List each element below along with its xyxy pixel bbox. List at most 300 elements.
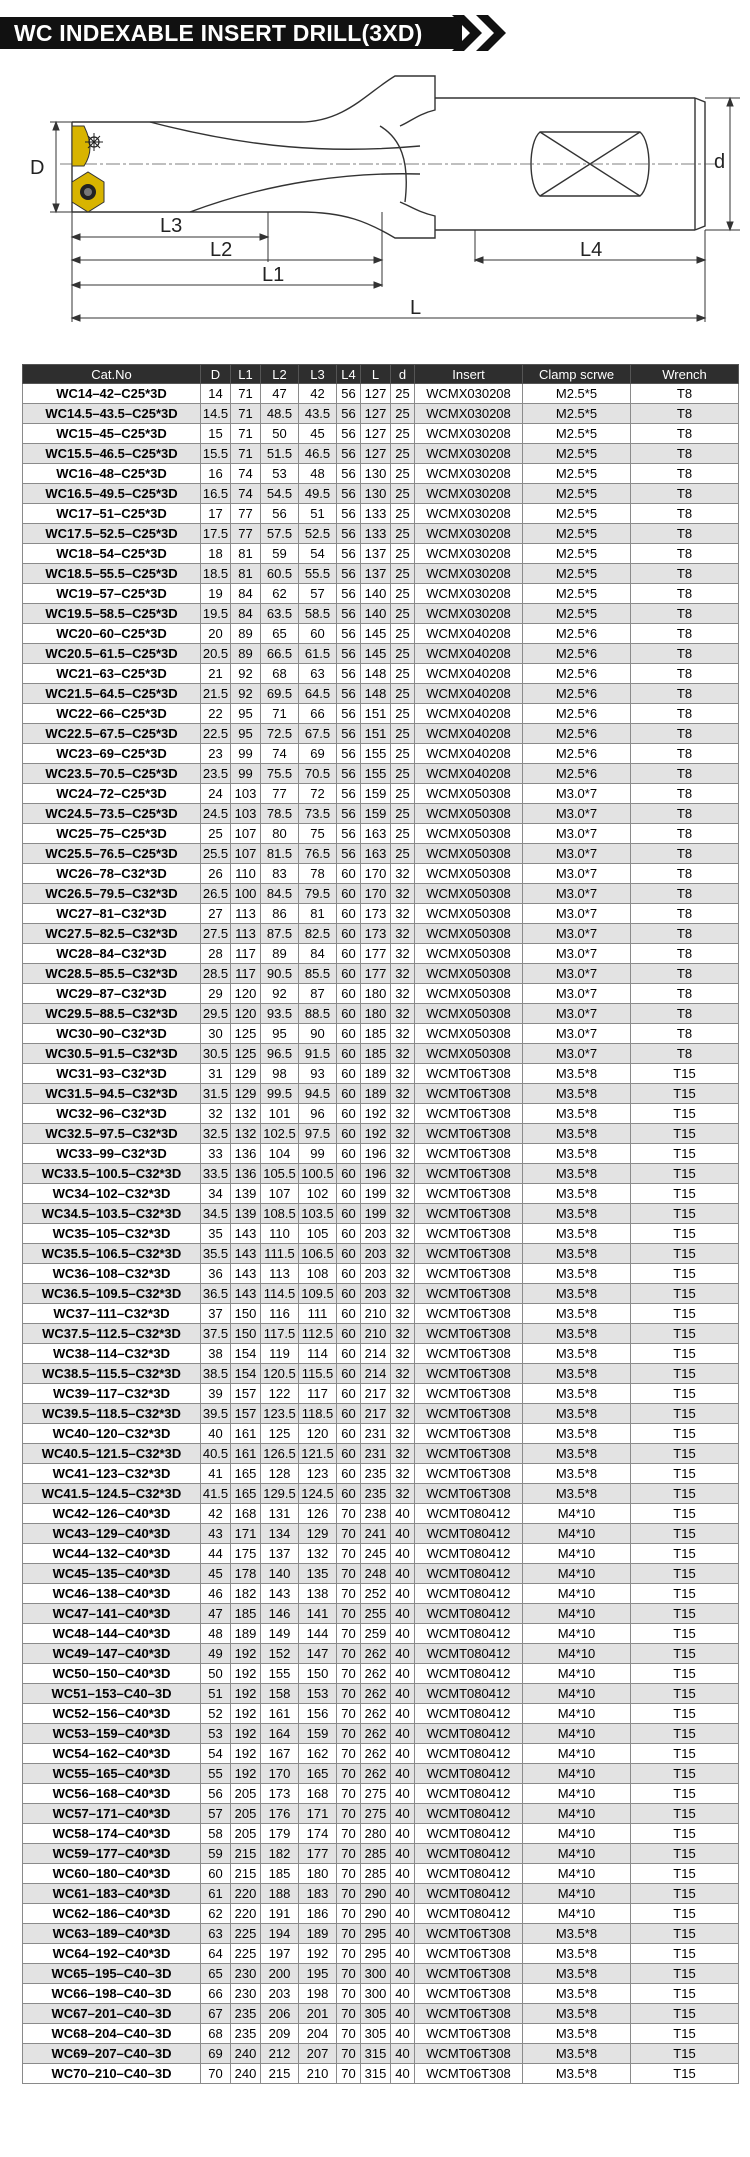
- table-row: [23, 544, 739, 564]
- cell-shank-d: 40: [391, 2044, 415, 2064]
- cell-d-diameter: 30: [201, 1024, 231, 1044]
- cell-l1: 71: [231, 384, 261, 404]
- cell-cat-no: WC15–45–C25*3D: [23, 424, 201, 444]
- cell-l-length: 199: [361, 1204, 391, 1224]
- cell-insert: WCMX040208: [415, 624, 523, 644]
- cell-clamp-screw: M2.5*5: [523, 484, 631, 504]
- cell-l2: 176: [261, 1804, 299, 1824]
- cell-shank-d: 40: [391, 2024, 415, 2044]
- cell-l2: 200: [261, 1964, 299, 1984]
- cell-clamp-screw: M3.5*8: [523, 1324, 631, 1344]
- cell-wrench: T8: [631, 784, 739, 804]
- cell-wrench: T15: [631, 1484, 739, 1504]
- cell-l1: 95: [231, 704, 261, 724]
- cell-clamp-screw: M2.5*5: [523, 524, 631, 544]
- cell-cat-no: WC27–81–C32*3D: [23, 904, 201, 924]
- cell-insert: WCMT080412: [415, 1564, 523, 1584]
- cell-wrench: T15: [631, 1084, 739, 1104]
- cell-l4: 60: [337, 1424, 361, 1444]
- cell-wrench: T15: [631, 1704, 739, 1724]
- cell-l1: 143: [231, 1244, 261, 1264]
- cell-shank-d: 25: [391, 424, 415, 444]
- label-L1: L1: [262, 264, 285, 286]
- cell-l-length: 262: [361, 1744, 391, 1764]
- cell-cat-no: WC34.5–103.5–C32*3D: [23, 1204, 201, 1224]
- cell-cat-no: WC40.5–121.5–C32*3D: [23, 1444, 201, 1464]
- cell-wrench: T15: [631, 1744, 739, 1764]
- cell-l2: 212: [261, 2044, 299, 2064]
- cell-d-diameter: 64: [201, 1944, 231, 1964]
- cell-d-diameter: 34.5: [201, 1204, 231, 1224]
- cell-wrench: T15: [631, 1184, 739, 1204]
- cell-l4: 56: [337, 824, 361, 844]
- label-D: D: [30, 157, 45, 179]
- cell-clamp-screw: M4*10: [523, 1804, 631, 1824]
- cell-l-length: 259: [361, 1624, 391, 1644]
- cell-l1: 117: [231, 944, 261, 964]
- cell-d-diameter: 58: [201, 1824, 231, 1844]
- cell-l2: 170: [261, 1764, 299, 1784]
- cell-wrench: T8: [631, 604, 739, 624]
- table-row: [23, 904, 739, 924]
- cell-l2: 125: [261, 1424, 299, 1444]
- cell-l-length: 140: [361, 604, 391, 624]
- cell-d-diameter: 25.5: [201, 844, 231, 864]
- cell-l-length: 290: [361, 1884, 391, 1904]
- cell-l-length: 241: [361, 1524, 391, 1544]
- cell-cat-no: WC39–117–C32*3D: [23, 1384, 201, 1404]
- cell-l-length: 170: [361, 884, 391, 904]
- cell-cat-no: WC60–180–C40*3D: [23, 1864, 201, 1884]
- cell-l2: 95: [261, 1024, 299, 1044]
- cell-d-diameter: 41.5: [201, 1484, 231, 1504]
- cell-insert: WCMT06T308: [415, 1404, 523, 1424]
- cell-l2: 84.5: [261, 884, 299, 904]
- cell-l4: 60: [337, 1124, 361, 1144]
- cell-l4: 56: [337, 584, 361, 604]
- cell-insert: WCMX040208: [415, 744, 523, 764]
- cell-l2: 152: [261, 1644, 299, 1664]
- cell-d-diameter: 16: [201, 464, 231, 484]
- cell-l4: 70: [337, 1564, 361, 1584]
- cell-clamp-screw: M3.0*7: [523, 824, 631, 844]
- cell-l-length: 203: [361, 1264, 391, 1284]
- cell-clamp-screw: M4*10: [523, 1864, 631, 1884]
- table-row: [23, 1184, 739, 1204]
- cell-shank-d: 25: [391, 564, 415, 584]
- table-row: [23, 1864, 739, 1884]
- cell-l4: 60: [337, 904, 361, 924]
- cell-l3: 186: [299, 1904, 337, 1924]
- cell-shank-d: 32: [391, 1344, 415, 1364]
- cell-l-length: 151: [361, 704, 391, 724]
- cell-d-diameter: 46: [201, 1584, 231, 1604]
- cell-l2: 80: [261, 824, 299, 844]
- cell-insert: WCMX040208: [415, 764, 523, 784]
- cell-l-length: 163: [361, 844, 391, 864]
- cell-cat-no: WC49–147–C40*3D: [23, 1644, 201, 1664]
- cell-insert: WCMX030208: [415, 404, 523, 424]
- cell-wrench: T8: [631, 684, 739, 704]
- cell-l2: 108.5: [261, 1204, 299, 1224]
- cell-wrench: T8: [631, 664, 739, 684]
- cell-d-diameter: 15: [201, 424, 231, 444]
- cell-l4: 60: [337, 924, 361, 944]
- cell-l1: 139: [231, 1184, 261, 1204]
- cell-l2: 59: [261, 544, 299, 564]
- cell-cat-no: WC19–57–C25*3D: [23, 584, 201, 604]
- cell-clamp-screw: M3.5*8: [523, 1404, 631, 1424]
- cell-cat-no: WC33–99–C32*3D: [23, 1144, 201, 1164]
- cell-wrench: T15: [631, 1564, 739, 1584]
- cell-l-length: 235: [361, 1464, 391, 1484]
- cell-cat-no: WC47–141–C40*3D: [23, 1604, 201, 1624]
- cell-insert: WCMT080412: [415, 1864, 523, 1884]
- cell-l1: 192: [231, 1684, 261, 1704]
- cell-l3: 189: [299, 1924, 337, 1944]
- cell-l3: 52.5: [299, 524, 337, 544]
- cell-l3: 162: [299, 1744, 337, 1764]
- cell-l4: 60: [337, 1164, 361, 1184]
- cell-l4: 60: [337, 1264, 361, 1284]
- table-row: [23, 644, 739, 664]
- cell-clamp-screw: M3.5*8: [523, 1424, 631, 1444]
- cell-l1: 103: [231, 804, 261, 824]
- cell-cat-no: WC39.5–118.5–C32*3D: [23, 1404, 201, 1424]
- cell-clamp-screw: M2.5*5: [523, 384, 631, 404]
- cell-clamp-screw: M4*10: [523, 1724, 631, 1744]
- table-row: [23, 564, 739, 584]
- cell-l3: 100.5: [299, 1164, 337, 1184]
- cell-l1: 192: [231, 1664, 261, 1684]
- cell-l-length: 199: [361, 1184, 391, 1204]
- cell-shank-d: 40: [391, 1624, 415, 1644]
- cell-l4: 56: [337, 524, 361, 544]
- cell-l4: 60: [337, 864, 361, 884]
- cell-l4: 56: [337, 664, 361, 684]
- cell-clamp-screw: M3.0*7: [523, 964, 631, 984]
- cell-insert: WCMT080412: [415, 1524, 523, 1544]
- cell-l2: 69.5: [261, 684, 299, 704]
- cell-clamp-screw: M3.0*7: [523, 944, 631, 964]
- cell-cat-no: WC37.5–112.5–C32*3D: [23, 1324, 201, 1344]
- cell-l1: 192: [231, 1764, 261, 1784]
- cell-l2: 72.5: [261, 724, 299, 744]
- cell-l3: 70.5: [299, 764, 337, 784]
- cell-insert: WCMX030208: [415, 464, 523, 484]
- cell-l-length: 248: [361, 1564, 391, 1584]
- cell-wrench: T8: [631, 964, 739, 984]
- table-row: [23, 1724, 739, 1744]
- cell-shank-d: 32: [391, 1324, 415, 1344]
- cell-l4: 60: [337, 1404, 361, 1424]
- cell-l2: 146: [261, 1604, 299, 1624]
- cell-wrench: T8: [631, 744, 739, 764]
- table-row: [23, 1884, 739, 1904]
- cell-shank-d: 32: [391, 1464, 415, 1484]
- cell-l-length: 127: [361, 404, 391, 424]
- cell-wrench: T8: [631, 1024, 739, 1044]
- table-row: [23, 404, 739, 424]
- cell-clamp-screw: M3.5*8: [523, 1384, 631, 1404]
- cell-clamp-screw: M3.5*8: [523, 1164, 631, 1184]
- cell-insert: WCMX050308: [415, 984, 523, 1004]
- table-row: [23, 1024, 739, 1044]
- cell-shank-d: 40: [391, 1584, 415, 1604]
- cell-cat-no: WC40–120–C32*3D: [23, 1424, 201, 1444]
- cell-l3: 192: [299, 1944, 337, 1964]
- cell-wrench: T8: [631, 504, 739, 524]
- cell-shank-d: 25: [391, 444, 415, 464]
- cell-shank-d: 40: [391, 1744, 415, 1764]
- cell-l3: 174: [299, 1824, 337, 1844]
- table-row: [23, 1064, 739, 1084]
- cell-l2: 53: [261, 464, 299, 484]
- cell-shank-d: 40: [391, 1504, 415, 1524]
- cell-shank-d: 40: [391, 1784, 415, 1804]
- table-row: [23, 944, 739, 964]
- cell-clamp-screw: M4*10: [523, 1764, 631, 1784]
- cell-l2: 122: [261, 1384, 299, 1404]
- label-d: d: [714, 151, 726, 173]
- cell-l2: 47: [261, 384, 299, 404]
- cell-d-diameter: 27.5: [201, 924, 231, 944]
- table-row: [23, 784, 739, 804]
- cell-wrench: T15: [631, 2004, 739, 2024]
- cell-cat-no: WC45–135–C40*3D: [23, 1564, 201, 1584]
- table-row: [23, 1764, 739, 1784]
- cell-cat-no: WC34–102–C32*3D: [23, 1184, 201, 1204]
- cell-insert: WCMT06T308: [415, 2064, 523, 2084]
- cell-l2: 51.5: [261, 444, 299, 464]
- table-row: [23, 1604, 739, 1624]
- cell-wrench: T8: [631, 944, 739, 964]
- cell-insert: WCMT06T308: [415, 1424, 523, 1444]
- table-row: [23, 884, 739, 904]
- title-banner: [0, 0, 750, 60]
- cell-shank-d: 40: [391, 1724, 415, 1744]
- cell-l-length: 262: [361, 1704, 391, 1724]
- cell-insert: WCMX050308: [415, 864, 523, 884]
- cell-d-diameter: 21: [201, 664, 231, 684]
- cell-l2: 123.5: [261, 1404, 299, 1424]
- cell-wrench: T15: [631, 1404, 739, 1424]
- cell-l2: 149: [261, 1624, 299, 1644]
- cell-d-diameter: 33: [201, 1144, 231, 1164]
- cell-cat-no: WC33.5–100.5–C32*3D: [23, 1164, 201, 1184]
- cell-d-diameter: 43: [201, 1524, 231, 1544]
- cell-l1: 205: [231, 1804, 261, 1824]
- cell-shank-d: 40: [391, 1904, 415, 1924]
- cell-l-length: 203: [361, 1284, 391, 1304]
- cell-cat-no: WC56–168–C40*3D: [23, 1784, 201, 1804]
- cell-shank-d: 40: [391, 1864, 415, 1884]
- cell-insert: WCMT06T308: [415, 2004, 523, 2024]
- cell-d-diameter: 21.5: [201, 684, 231, 704]
- cell-clamp-screw: M3.0*7: [523, 844, 631, 864]
- cell-clamp-screw: M2.5*6: [523, 624, 631, 644]
- cell-l1: 225: [231, 1924, 261, 1944]
- cell-l2: 93.5: [261, 1004, 299, 1024]
- cell-insert: WCMX050308: [415, 784, 523, 804]
- cell-l2: 98: [261, 1064, 299, 1084]
- dim-D: [50, 122, 72, 212]
- cell-cat-no: WC59–177–C40*3D: [23, 1844, 201, 1864]
- cell-l2: 128: [261, 1464, 299, 1484]
- cell-l1: 107: [231, 844, 261, 864]
- cell-l3: 121.5: [299, 1444, 337, 1464]
- cell-cat-no: WC14–42–C25*3D: [23, 384, 201, 404]
- cell-shank-d: 32: [391, 984, 415, 1004]
- cell-cat-no: WC31–93–C32*3D: [23, 1064, 201, 1084]
- cell-cat-no: WC30.5–91.5–C32*3D: [23, 1044, 201, 1064]
- cell-wrench: T15: [631, 1824, 739, 1844]
- cell-insert: WCMX030208: [415, 424, 523, 444]
- cell-l3: 180: [299, 1864, 337, 1884]
- cell-l4: 60: [337, 1444, 361, 1464]
- table-row: [23, 1944, 739, 1964]
- cell-l3: 183: [299, 1884, 337, 1904]
- table-row: [23, 924, 739, 944]
- cell-cat-no: WC24–72–C25*3D: [23, 784, 201, 804]
- table-row: [23, 804, 739, 824]
- cell-cat-no: WC41.5–124.5–C32*3D: [23, 1484, 201, 1504]
- cell-cat-no: WC44–132–C40*3D: [23, 1544, 201, 1564]
- cell-l1: 89: [231, 644, 261, 664]
- cell-wrench: T15: [631, 1664, 739, 1684]
- dim-L1: [72, 282, 382, 288]
- cell-d-diameter: 31: [201, 1064, 231, 1084]
- cell-d-diameter: 57: [201, 1804, 231, 1824]
- table-row: [23, 1804, 739, 1824]
- cell-shank-d: 32: [391, 1204, 415, 1224]
- cell-wrench: T15: [631, 1364, 739, 1384]
- cell-cat-no: WC20.5–61.5–C25*3D: [23, 644, 201, 664]
- cell-shank-d: 25: [391, 724, 415, 744]
- cell-d-diameter: 27: [201, 904, 231, 924]
- cell-l3: 159: [299, 1724, 337, 1744]
- cell-cat-no: WC29.5–88.5–C32*3D: [23, 1004, 201, 1024]
- cell-clamp-screw: M4*10: [523, 1784, 631, 1804]
- cell-l1: 77: [231, 504, 261, 524]
- cell-d-diameter: 42: [201, 1504, 231, 1524]
- cell-l4: 60: [337, 944, 361, 964]
- cell-l2: 143: [261, 1584, 299, 1604]
- table-row: [23, 1044, 739, 1064]
- cell-l-length: 196: [361, 1144, 391, 1164]
- cell-insert: WCMX050308: [415, 1044, 523, 1064]
- cell-wrench: T15: [631, 1764, 739, 1784]
- cell-l4: 70: [337, 1784, 361, 1804]
- cell-shank-d: 32: [391, 1484, 415, 1504]
- cell-insert: WCMT06T308: [415, 1284, 523, 1304]
- cell-clamp-screw: M3.5*8: [523, 1444, 631, 1464]
- cell-clamp-screw: M4*10: [523, 1584, 631, 1604]
- cell-l-length: 231: [361, 1424, 391, 1444]
- table-row: [23, 1264, 739, 1284]
- cell-l3: 168: [299, 1784, 337, 1804]
- cell-l2: 99.5: [261, 1084, 299, 1104]
- cell-insert: WCMT06T308: [415, 1364, 523, 1384]
- cell-l3: 58.5: [299, 604, 337, 624]
- cell-wrench: T15: [631, 1444, 739, 1464]
- cell-wrench: T15: [631, 1584, 739, 1604]
- cell-l-length: 280: [361, 1824, 391, 1844]
- cell-wrench: T8: [631, 1004, 739, 1024]
- table-row: [23, 1504, 739, 1524]
- cell-l1: 129: [231, 1084, 261, 1104]
- cell-d-diameter: 18: [201, 544, 231, 564]
- cell-shank-d: 40: [391, 1824, 415, 1844]
- cell-cat-no: WC70–210–C40–3D: [23, 2064, 201, 2084]
- cell-l4: 56: [337, 684, 361, 704]
- cell-clamp-screw: M3.0*7: [523, 1004, 631, 1024]
- cell-l1: 81: [231, 564, 261, 584]
- table-header-row: [23, 365, 739, 384]
- cell-l3: 195: [299, 1964, 337, 1984]
- cell-wrench: T15: [631, 1164, 739, 1184]
- cell-d-diameter: 61: [201, 1884, 231, 1904]
- cell-wrench: T15: [631, 1124, 739, 1144]
- cell-d-diameter: 22.5: [201, 724, 231, 744]
- cell-l2: 77: [261, 784, 299, 804]
- cell-l1: 175: [231, 1544, 261, 1564]
- cell-cat-no: WC53–159–C40*3D: [23, 1724, 201, 1744]
- insert-bottom: [72, 172, 104, 212]
- cell-insert: WCMT06T308: [415, 1084, 523, 1104]
- cell-l4: 56: [337, 784, 361, 804]
- cell-l1: 125: [231, 1044, 261, 1064]
- table-row: [23, 1004, 739, 1024]
- cell-clamp-screw: M2.5*5: [523, 444, 631, 464]
- table-row: [23, 984, 739, 1004]
- cell-l1: 99: [231, 744, 261, 764]
- cell-l-length: 305: [361, 2024, 391, 2044]
- table-row: [23, 1164, 739, 1184]
- cell-insert: WCMT080412: [415, 1544, 523, 1564]
- cell-d-diameter: 30.5: [201, 1044, 231, 1064]
- table-row: [23, 1364, 739, 1384]
- cell-l3: 45: [299, 424, 337, 444]
- cell-d-diameter: 34: [201, 1184, 231, 1204]
- cell-l-length: 192: [361, 1124, 391, 1144]
- table-row: [23, 464, 739, 484]
- cell-shank-d: 25: [391, 584, 415, 604]
- cell-l1: 157: [231, 1384, 261, 1404]
- cell-wrench: T15: [631, 1944, 739, 1964]
- cell-wrench: T15: [631, 1504, 739, 1524]
- cell-d-diameter: 45: [201, 1564, 231, 1584]
- cell-wrench: T15: [631, 1304, 739, 1324]
- cell-l4: 60: [337, 1144, 361, 1164]
- cell-l2: 173: [261, 1784, 299, 1804]
- table-row: [23, 624, 739, 644]
- cell-clamp-screw: M3.5*8: [523, 1944, 631, 1964]
- cell-l-length: 130: [361, 484, 391, 504]
- cell-insert: WCMT080412: [415, 1584, 523, 1604]
- cell-clamp-screw: M4*10: [523, 1744, 631, 1764]
- cell-insert: WCMT06T308: [415, 1444, 523, 1464]
- cell-shank-d: 40: [391, 1664, 415, 1684]
- cell-cat-no: WC15.5–46.5–C25*3D: [23, 444, 201, 464]
- table-row: [23, 1204, 739, 1224]
- cell-shank-d: 40: [391, 2004, 415, 2024]
- cell-l4: 56: [337, 444, 361, 464]
- cell-l1: 165: [231, 1484, 261, 1504]
- cell-l-length: 155: [361, 764, 391, 784]
- cell-l2: 155: [261, 1664, 299, 1684]
- cell-l1: 182: [231, 1584, 261, 1604]
